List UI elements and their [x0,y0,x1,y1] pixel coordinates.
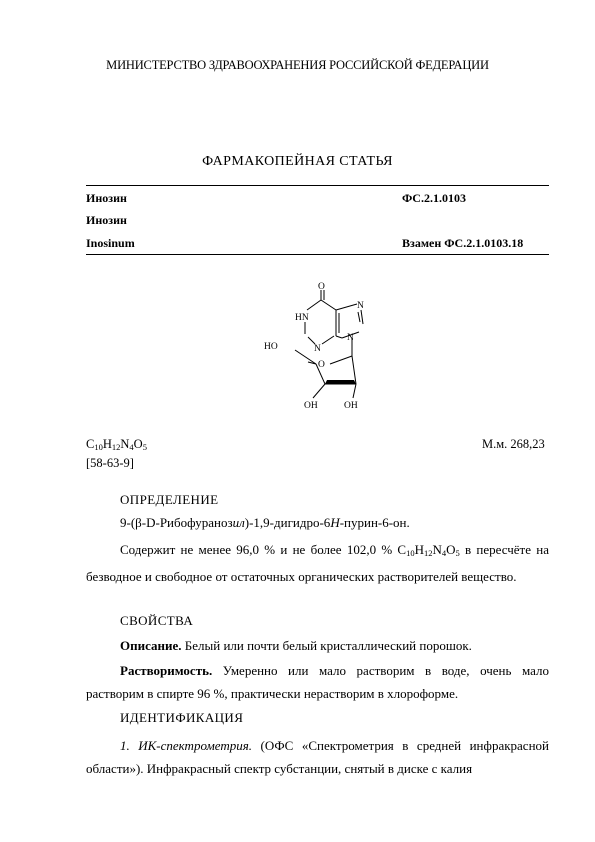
ministry-heading: МИНИСТЕРСТВО ЗДРАВООХРАНЕНИЯ РОССИЙСКОЙ ФЕДЕРАЦИИ [106,58,489,72]
cas-number: [58-63-9] [86,456,134,470]
replaces-code: Взамен ФС.2.1.0103.18 [402,236,524,250]
section-properties: СВОЙСТВА [120,613,194,628]
name-russian-repeat: Инозин [86,213,127,227]
description-paragraph: Описание. Белый или почти белый кристаллический порошок. [120,638,472,653]
molecular-formula: $C_{10}H_{12}N_4O_5$ [86,437,147,452]
label-ring-o: O [318,360,325,370]
solubility-paragraph: Растворимость. Умеренно или мало растворим в воде, очень мало растворим в спирте 96 %, практически нерастворим в хлороформе. [86,663,549,701]
label-n3: N [314,344,321,354]
label-oh-right: OH [344,401,358,411]
label-carbonyl-o: O [318,282,325,292]
ir-paragraph: 1. ИК-спектрометрия. (ОФС «Спектрометрия в средней инфракрасной области»). Инфракрасный спектр субстанции, снятый в диске с калия [86,738,549,776]
section-identification: ИДЕНТИФИКАЦИЯ [120,710,244,725]
molecular-weight: М.м. 268,23 [482,437,545,451]
label-oh-left: OH [304,401,318,411]
name-latin: Inosinum [86,236,135,250]
article-code: ФС.2.1.0103 [402,191,466,205]
structural-formula [255,280,385,415]
label-n9: N [347,333,354,343]
name-russian: Инозин [86,191,127,205]
label-hn: HN [295,313,309,323]
chemical-name: 9-(β-D-Рибофуранозил)-1,9-дигидро-6H-пурин-6-он. [120,515,410,530]
label-ho: HO [264,342,278,352]
header-top-rule [86,185,549,186]
header-bottom-rule [86,254,549,255]
content-paragraph: Содержит не менее 96,0 % и не более 102,0 % $C_{10}H_{12}N_4O_5$ в пересчёте на безводное и свободное от остаточных органических растворителей вещество. [86,542,549,584]
section-definition: ОПРЕДЕЛЕНИЕ [120,492,219,507]
document-title: ФАРМАКОПЕЙНАЯ СТАТЬЯ [202,154,393,169]
label-n7: N [357,301,364,311]
